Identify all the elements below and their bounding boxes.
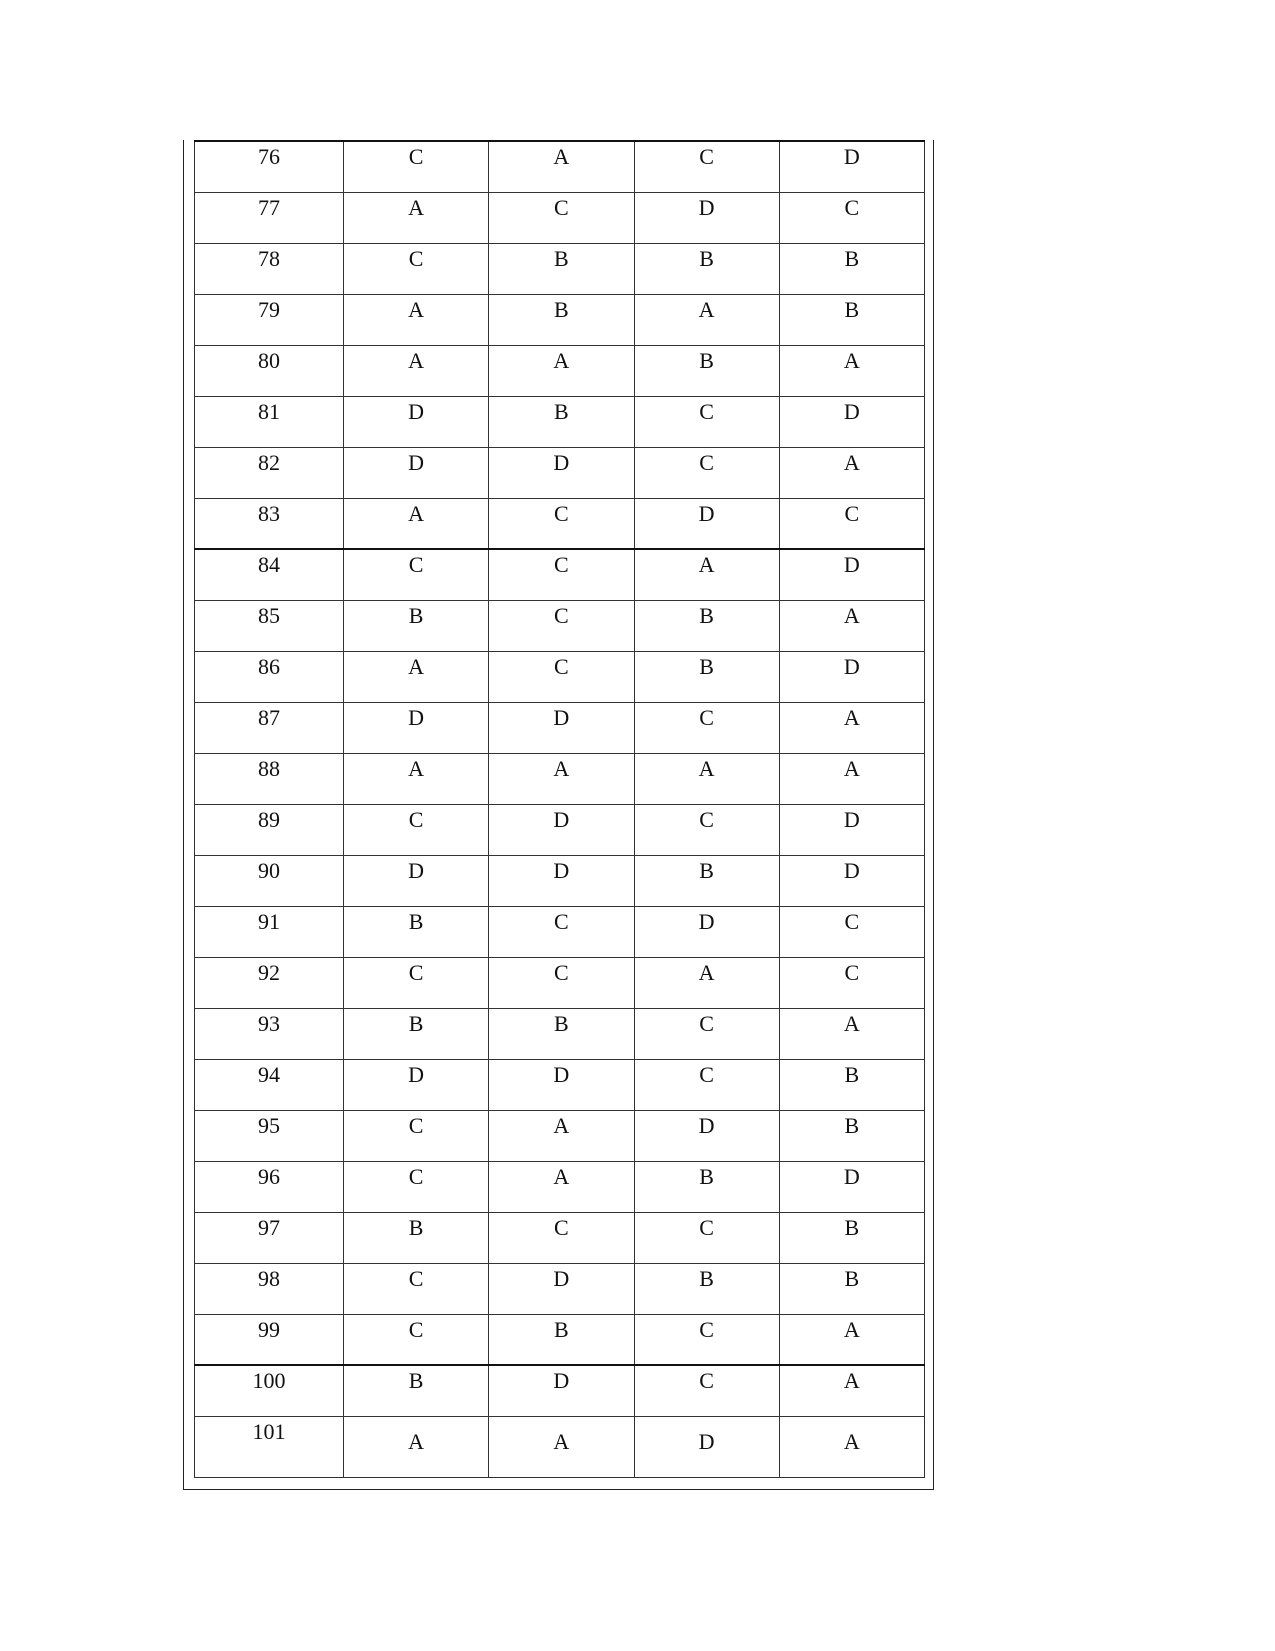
answer-cell-set-3 xyxy=(634,702,779,753)
answer-letter: B xyxy=(699,653,714,679)
answer-cell-set-1 xyxy=(344,957,489,1008)
answer-cell-set-3 xyxy=(634,1365,779,1416)
answer-letter: C xyxy=(699,1061,714,1087)
answer-cell-set-1 xyxy=(344,1314,489,1365)
question-number-cell xyxy=(195,957,344,1008)
answer-letter: D xyxy=(843,857,860,883)
question-number: 83 xyxy=(258,500,280,526)
question-number: 101 xyxy=(252,1418,286,1444)
answer-cell-set-1 xyxy=(344,498,489,549)
answer-cell-set-2 xyxy=(489,1263,634,1314)
answer-letter: B xyxy=(699,245,714,271)
answer-cell-set-1 xyxy=(344,141,489,192)
question-number: 77 xyxy=(258,194,280,220)
table-row xyxy=(195,957,925,1008)
table-row xyxy=(195,447,925,498)
question-number: 93 xyxy=(258,1010,280,1036)
answer-letter: C xyxy=(699,1214,714,1240)
answer-cell-set-1 xyxy=(344,549,489,600)
answer-cell-set-2 xyxy=(489,498,634,549)
answer-letter: B xyxy=(408,1214,424,1240)
question-number-cell xyxy=(195,1263,344,1314)
table-row xyxy=(195,498,925,549)
question-number-cell xyxy=(195,1059,344,1110)
answer-letter: C xyxy=(699,449,714,475)
question-number-cell xyxy=(195,1212,344,1263)
answer-letter: C xyxy=(408,245,424,271)
answer-letter: A xyxy=(408,653,425,679)
answer-cell-set-1 xyxy=(344,243,489,294)
answer-cell-set-1 xyxy=(344,804,489,855)
answer-letter: C xyxy=(554,194,569,220)
answer-cell-set-2 xyxy=(489,192,634,243)
answer-letter: D xyxy=(698,908,715,934)
question-number: 87 xyxy=(258,704,280,730)
answer-cell-set-3 xyxy=(634,600,779,651)
answer-cell-set-3 xyxy=(634,1314,779,1365)
table-row xyxy=(195,1008,925,1059)
answer-letter: B xyxy=(699,602,714,628)
question-number-cell xyxy=(195,294,344,345)
answer-letter: D xyxy=(553,449,570,475)
question-number: 92 xyxy=(258,959,280,985)
answer-cell-set-3 xyxy=(634,498,779,549)
answer-letter: A xyxy=(553,347,570,373)
answer-letter: D xyxy=(408,449,425,475)
answer-letter: B xyxy=(844,1112,860,1138)
answer-cell-set-4 xyxy=(779,1008,924,1059)
answer-letter: A xyxy=(843,602,860,628)
question-number: 86 xyxy=(258,653,280,679)
answer-cell-set-2 xyxy=(489,447,634,498)
answer-letter: C xyxy=(554,500,569,526)
answer-cell-set-3 xyxy=(634,1212,779,1263)
answer-cell-set-2 xyxy=(489,243,634,294)
answer-letter: A xyxy=(408,296,425,322)
answer-cell-set-2 xyxy=(489,549,634,600)
answer-cell-set-3 xyxy=(634,447,779,498)
answer-letter: C xyxy=(844,959,860,985)
question-number: 96 xyxy=(258,1163,280,1189)
answer-letter: D xyxy=(698,1112,715,1138)
answer-letter: B xyxy=(844,1061,860,1087)
answer-cell-set-3 xyxy=(634,1416,779,1477)
answer-letter: D xyxy=(698,1428,715,1454)
table-row xyxy=(195,753,925,804)
answer-cell-set-3 xyxy=(634,1008,779,1059)
answer-cell-set-4 xyxy=(779,141,924,192)
answer-cell-set-3 xyxy=(634,957,779,1008)
answer-cell-set-2 xyxy=(489,1161,634,1212)
question-number: 90 xyxy=(258,857,280,883)
question-number: 94 xyxy=(258,1061,280,1087)
table-row xyxy=(195,804,925,855)
question-number: 100 xyxy=(252,1368,286,1393)
question-number: 78 xyxy=(258,245,280,271)
answer-cell-set-1 xyxy=(344,906,489,957)
answer-letter: A xyxy=(843,755,860,781)
question-number-cell xyxy=(195,243,344,294)
answer-cell-set-1 xyxy=(344,1365,489,1416)
answer-cell-set-1 xyxy=(344,1263,489,1314)
question-number-cell xyxy=(195,1314,344,1365)
answer-cell-set-4 xyxy=(779,498,924,549)
answer-cell-set-1 xyxy=(344,855,489,906)
answer-letter: C xyxy=(408,959,424,985)
table-row xyxy=(195,1314,925,1365)
answer-letter: D xyxy=(553,704,570,730)
question-number-cell xyxy=(195,651,344,702)
answer-cell-set-3 xyxy=(634,549,779,600)
answer-cell-set-4 xyxy=(779,1059,924,1110)
question-number-cell xyxy=(195,753,344,804)
answer-letter: A xyxy=(698,296,715,322)
answer-letter: D xyxy=(843,144,860,169)
answer-cell-set-4 xyxy=(779,702,924,753)
answer-letter: C xyxy=(408,1316,424,1342)
question-number: 88 xyxy=(258,755,280,781)
question-number-cell xyxy=(195,1110,344,1161)
answer-cell-set-2 xyxy=(489,396,634,447)
answer-letter: D xyxy=(408,857,425,883)
table-row xyxy=(195,243,925,294)
question-number: 91 xyxy=(258,908,280,934)
answer-letter: A xyxy=(553,144,570,169)
question-number: 82 xyxy=(258,449,280,475)
answer-letter: B xyxy=(554,1010,569,1036)
answer-letter: C xyxy=(408,1163,424,1189)
answer-letter: C xyxy=(699,1368,714,1393)
question-number-cell xyxy=(195,702,344,753)
answer-cell-set-4 xyxy=(779,651,924,702)
question-number-cell xyxy=(195,1008,344,1059)
answer-cell-set-4 xyxy=(779,1365,924,1416)
answer-letter: D xyxy=(553,857,570,883)
answer-cell-set-3 xyxy=(634,753,779,804)
answer-letter: A xyxy=(553,1163,570,1189)
answer-cell-set-2 xyxy=(489,906,634,957)
answer-letter: A xyxy=(408,194,425,220)
answer-letter: A xyxy=(553,755,570,781)
answer-cell-set-4 xyxy=(779,294,924,345)
table-row xyxy=(195,141,925,192)
answer-cell-set-2 xyxy=(489,1212,634,1263)
answer-letter: B xyxy=(408,1368,424,1393)
answer-cell-set-3 xyxy=(634,1059,779,1110)
answer-cell-set-4 xyxy=(779,957,924,1008)
question-number: 84 xyxy=(258,552,280,577)
answer-letter: B xyxy=(408,908,424,934)
answer-letter: C xyxy=(844,194,860,220)
answer-letter: B xyxy=(408,602,424,628)
table-row xyxy=(195,702,925,753)
question-number-cell xyxy=(195,1416,344,1477)
answer-letter: A xyxy=(843,1010,860,1036)
answer-cell-set-4 xyxy=(779,396,924,447)
answer-letter: D xyxy=(408,398,425,424)
answer-cell-set-4 xyxy=(779,1212,924,1263)
table-row xyxy=(195,1365,925,1416)
question-number-cell xyxy=(195,447,344,498)
answer-cell-set-3 xyxy=(634,294,779,345)
answer-letter: B xyxy=(699,347,714,373)
question-number-cell xyxy=(195,192,344,243)
answer-cell-set-1 xyxy=(344,651,489,702)
answer-cell-set-2 xyxy=(489,1416,634,1477)
answer-letter: A xyxy=(843,1368,860,1393)
question-number-cell xyxy=(195,141,344,192)
question-number-cell xyxy=(195,345,344,396)
question-number: 79 xyxy=(258,296,280,322)
answer-letter: B xyxy=(554,398,569,424)
answer-cell-set-4 xyxy=(779,1416,924,1477)
answer-letter: C xyxy=(699,398,714,424)
answer-cell-set-3 xyxy=(634,345,779,396)
answer-letter: C xyxy=(844,908,860,934)
answer-cell-set-4 xyxy=(779,1110,924,1161)
answer-letter: D xyxy=(553,1368,570,1393)
answer-letter: A xyxy=(408,755,425,781)
answer-letter: C xyxy=(844,500,860,526)
answer-letter: A xyxy=(843,449,860,475)
answer-letter: C xyxy=(554,552,569,577)
answer-letter: D xyxy=(843,1163,860,1189)
question-number: 89 xyxy=(258,806,280,832)
answer-cell-set-3 xyxy=(634,651,779,702)
answer-letter: D xyxy=(698,194,715,220)
answer-letter: C xyxy=(699,1316,714,1342)
answer-cell-set-3 xyxy=(634,243,779,294)
answer-cell-set-2 xyxy=(489,753,634,804)
answer-letter: C xyxy=(554,908,569,934)
answer-letter: C xyxy=(408,1265,424,1291)
answer-letter: C xyxy=(699,806,714,832)
table-row xyxy=(195,1059,925,1110)
answer-letter: B xyxy=(844,1265,860,1291)
answer-letter: B xyxy=(554,296,569,322)
answer-letter: C xyxy=(554,653,569,679)
table-row xyxy=(195,1110,925,1161)
answer-cell-set-4 xyxy=(779,906,924,957)
answer-cell-set-1 xyxy=(344,702,489,753)
answer-letter: A xyxy=(843,704,860,730)
answer-letter: A xyxy=(698,755,715,781)
question-number: 81 xyxy=(258,398,280,424)
question-number-cell xyxy=(195,498,344,549)
answer-cell-set-2 xyxy=(489,1110,634,1161)
answer-cell-set-1 xyxy=(344,345,489,396)
answer-letter: C xyxy=(554,959,569,985)
answer-cell-set-4 xyxy=(779,549,924,600)
table-row xyxy=(195,1416,925,1477)
answer-cell-set-2 xyxy=(489,141,634,192)
answer-letter: D xyxy=(553,1061,570,1087)
answer-letter: B xyxy=(699,1265,714,1291)
answer-cell-set-1 xyxy=(344,396,489,447)
answer-cell-set-1 xyxy=(344,192,489,243)
answer-cell-set-4 xyxy=(779,753,924,804)
answer-cell-set-4 xyxy=(779,243,924,294)
question-number-cell xyxy=(195,855,344,906)
answer-letter: D xyxy=(553,1265,570,1291)
answer-cell-set-1 xyxy=(344,1212,489,1263)
answer-letter: C xyxy=(699,144,714,169)
answer-letter: A xyxy=(843,1316,860,1342)
answer-cell-set-2 xyxy=(489,855,634,906)
question-number: 97 xyxy=(258,1214,280,1240)
table-row xyxy=(195,1161,925,1212)
answer-letter: C xyxy=(408,552,424,577)
answer-letter: B xyxy=(699,857,714,883)
answer-cell-set-1 xyxy=(344,294,489,345)
question-number: 99 xyxy=(258,1316,280,1342)
table-row xyxy=(195,549,925,600)
table-row xyxy=(195,855,925,906)
question-number-cell xyxy=(195,600,344,651)
table-row xyxy=(195,906,925,957)
answer-letter: C xyxy=(408,806,424,832)
answer-cell-set-1 xyxy=(344,1059,489,1110)
answer-cell-set-3 xyxy=(634,192,779,243)
answer-letter: A xyxy=(843,1428,860,1454)
answer-letter: D xyxy=(698,500,715,526)
answer-cell-set-4 xyxy=(779,447,924,498)
answer-letter: A xyxy=(553,1112,570,1138)
table-row xyxy=(195,192,925,243)
question-number: 80 xyxy=(258,347,280,373)
table-row xyxy=(195,1212,925,1263)
answer-letter: D xyxy=(843,806,860,832)
answer-letter: C xyxy=(699,704,714,730)
answer-cell-set-4 xyxy=(779,1263,924,1314)
answer-letter: D xyxy=(408,1061,425,1087)
answer-cell-set-4 xyxy=(779,192,924,243)
answer-cell-set-3 xyxy=(634,804,779,855)
answer-cell-set-2 xyxy=(489,1008,634,1059)
answer-letter: B xyxy=(844,296,860,322)
answer-letter: C xyxy=(554,602,569,628)
answer-cell-set-4 xyxy=(779,855,924,906)
answer-cell-set-4 xyxy=(779,345,924,396)
answer-cell-set-1 xyxy=(344,1110,489,1161)
answer-letter: A xyxy=(698,552,715,577)
answer-cell-set-2 xyxy=(489,294,634,345)
answer-cell-set-3 xyxy=(634,906,779,957)
answer-cell-set-2 xyxy=(489,600,634,651)
table-row xyxy=(195,396,925,447)
question-number: 98 xyxy=(258,1265,280,1291)
answer-cell-set-2 xyxy=(489,651,634,702)
table-row xyxy=(195,345,925,396)
answer-letter: C xyxy=(699,1010,714,1036)
answer-cell-set-1 xyxy=(344,600,489,651)
answer-cell-set-4 xyxy=(779,1314,924,1365)
table-row xyxy=(195,600,925,651)
table-row xyxy=(195,651,925,702)
answer-letter: C xyxy=(554,1214,569,1240)
answer-letter: D xyxy=(843,552,860,577)
question-number-cell xyxy=(195,804,344,855)
answer-letter: B xyxy=(699,1163,714,1189)
answer-letter: B xyxy=(844,245,860,271)
answer-letter: D xyxy=(408,704,425,730)
answer-letter: A xyxy=(408,347,425,373)
answer-letter: A xyxy=(408,500,425,526)
answer-letter: D xyxy=(843,398,860,424)
question-number-cell xyxy=(195,1161,344,1212)
answer-cell-set-2 xyxy=(489,1059,634,1110)
answer-letter: A xyxy=(843,347,860,373)
answer-cell-set-1 xyxy=(344,1161,489,1212)
answer-table-body xyxy=(195,141,925,1477)
answer-letter: A xyxy=(408,1428,425,1454)
question-number: 85 xyxy=(258,602,280,628)
answer-cell-set-4 xyxy=(779,1161,924,1212)
question-number-cell xyxy=(195,396,344,447)
answer-letter: B xyxy=(554,245,569,271)
answer-cell-set-2 xyxy=(489,345,634,396)
answer-letter: C xyxy=(408,144,424,169)
answer-cell-set-2 xyxy=(489,804,634,855)
answer-letter: B xyxy=(844,1214,860,1240)
answer-cell-set-4 xyxy=(779,804,924,855)
table-row xyxy=(195,1263,925,1314)
answer-letter: D xyxy=(843,653,860,679)
question-number: 95 xyxy=(258,1112,280,1138)
answer-cell-set-2 xyxy=(489,1314,634,1365)
answer-cell-set-3 xyxy=(634,855,779,906)
answer-letter: C xyxy=(408,1112,424,1138)
answer-cell-set-1 xyxy=(344,1008,489,1059)
answer-letter: A xyxy=(698,959,715,985)
answer-cell-set-2 xyxy=(489,957,634,1008)
answer-cell-set-4 xyxy=(779,600,924,651)
answer-cell-set-3 xyxy=(634,141,779,192)
answer-cell-set-3 xyxy=(634,396,779,447)
answer-cell-set-3 xyxy=(634,1263,779,1314)
answer-letter: B xyxy=(408,1010,424,1036)
answer-letter: D xyxy=(553,806,570,832)
question-number: 76 xyxy=(258,144,280,169)
answer-cell-set-2 xyxy=(489,702,634,753)
question-number-cell xyxy=(195,906,344,957)
question-number-cell xyxy=(195,1365,344,1416)
table-row xyxy=(195,294,925,345)
answer-cell-set-3 xyxy=(634,1161,779,1212)
answer-letter: A xyxy=(553,1428,570,1454)
answer-key-table xyxy=(194,140,925,1478)
answer-cell-set-1 xyxy=(344,447,489,498)
answer-cell-set-1 xyxy=(344,753,489,804)
question-number-cell xyxy=(195,549,344,600)
answer-cell-set-3 xyxy=(634,1110,779,1161)
answer-cell-set-1 xyxy=(344,1416,489,1477)
answer-letter: B xyxy=(554,1316,569,1342)
answer-cell-set-2 xyxy=(489,1365,634,1416)
